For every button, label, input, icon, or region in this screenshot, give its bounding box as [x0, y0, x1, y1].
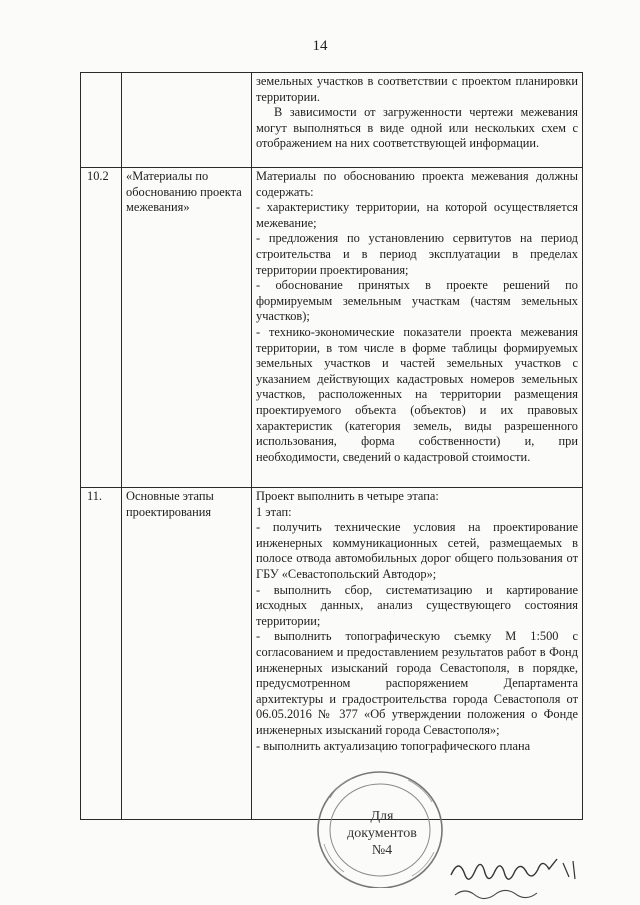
- requirements-table: [80, 72, 583, 820]
- content-paragraph: - выполнить сбор, систематизацию и картирование исходных данных, анализ существующего состояния территории;: [256, 582, 578, 628]
- content-paragraph: земельных участков в соответствии с проектом планировки территории.: [256, 74, 578, 104]
- row-title: Основные этапы проектирования: [122, 488, 252, 820]
- content-paragraph: - технико-экономические показатели проекта межевания территории, в том числе в форме таблицы формируемых земельных участков и частей земельных участков с указанием действующих кадастровых номеров земельных участков, расположенных на территории размещения проектируемого объекта (объектов) и их правовых характеристик (категория земель, виды разрешенного использования, форма собственности) и, при необходимости, сведений о кадастровой стоимости.: [256, 324, 578, 464]
- page-number: 14: [312, 38, 328, 54]
- row-number: [81, 73, 122, 168]
- row-content: [252, 168, 583, 488]
- row-title: [122, 73, 252, 168]
- content-paragraph: - выполнить актуализацию топографического плана: [256, 738, 531, 753]
- content-paragraph: Проект выполнить в четыре этапа:: [256, 489, 439, 503]
- row-title: «Материалы по обоснованию проекта межевания»: [122, 168, 252, 488]
- content-paragraph: - обоснование принятых в проекте решений по формируемым земельным участкам (частям земельных участков);: [256, 278, 578, 324]
- row-number: 11.: [81, 488, 122, 820]
- row-content: [252, 73, 583, 168]
- table-row: [81, 168, 583, 488]
- content-paragraph: 1 этап:: [256, 504, 292, 519]
- handwritten-signature: [445, 845, 605, 905]
- row-number: 10.2: [81, 168, 122, 488]
- content-paragraph: Материалы по обоснованию проекта межевания должны содержать:: [256, 169, 578, 199]
- table-row: [81, 73, 583, 168]
- content-paragraph: - выполнить топографическую съемку М 1:500 с согласованием и предоставлением результатов работ в Фонд инженерных изысканий города Севастополя, в порядке, предусмотренном распоряжением Департамента архитектуры и градостроительства города Севастополя от 06.05.2016 № 377 «Об утверждении положения о Фонде инженерных изысканий города Севастополя»;: [256, 629, 578, 737]
- content-paragraph: В зависимости от загруженности чертежи межевания могут выполняться в виде одной или нескольких схем с отображением на них соответствующей информации.: [256, 105, 578, 151]
- content-paragraph: - характеристику территории, на которой осуществляется межевание;: [256, 200, 578, 230]
- content-paragraph: - получить технические условия на проектирование инженерных коммуникационных сетей, размещаемых в полосе отвода автомобильных дорог общего пользования от ГБУ «Севастопольский Автодор»;: [256, 520, 578, 581]
- stamp-text: Для документов №4: [347, 809, 417, 858]
- content-paragraph: - предложения по установлению сервитутов на период строительства и в период эксплуатации в пределах территории проектирования;: [256, 231, 578, 277]
